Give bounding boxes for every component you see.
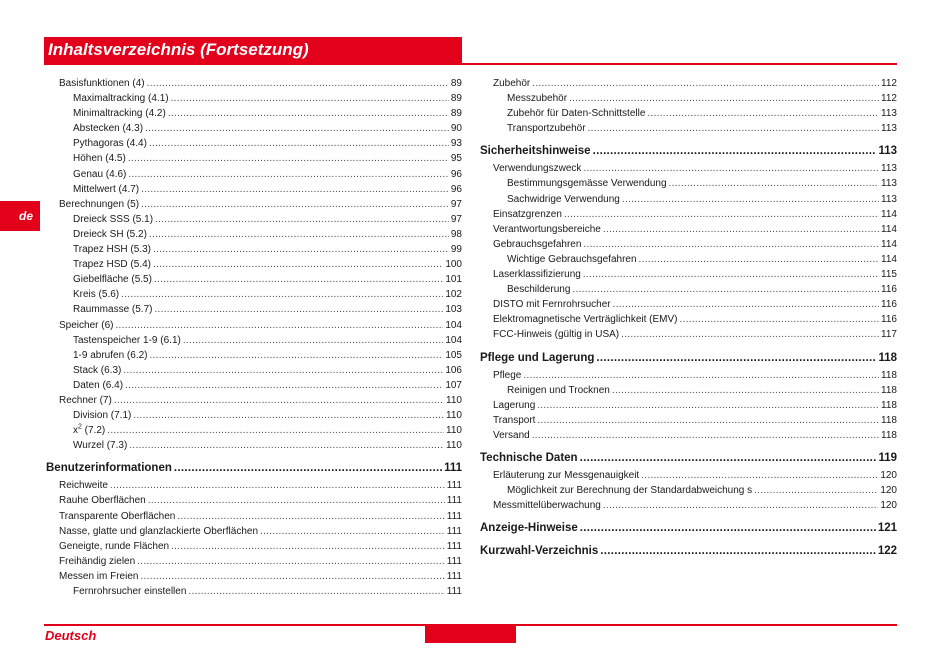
toc-entry-label: Nasse, glatte und glanzlackierte Oberflächen: [59, 525, 259, 537]
toc-page-number: 111: [444, 462, 462, 475]
toc-leader-dots: [137, 554, 445, 569]
toc-page-number: 99: [450, 244, 462, 256]
toc-leader-dots: [107, 423, 444, 438]
toc-page-number: 102: [445, 289, 462, 301]
toc-entry-label: Messzubehör: [507, 93, 568, 105]
toc-page-number: 104: [445, 334, 462, 346]
toc-leader-dots: [141, 182, 449, 197]
toc-entry-label-suffix: (7.2): [81, 425, 106, 437]
toc-page-number: 89: [450, 93, 462, 105]
toc-entry-label: DISTO mit Fernrohrsucher: [493, 299, 611, 311]
toc-entry-label: Maximaltracking (4.1): [73, 93, 169, 105]
toc-entry[interactable]: [480, 468, 897, 483]
toc-leader-dots: [188, 584, 444, 599]
toc-leader-dots: [110, 478, 445, 493]
toc-page-number: 114: [881, 208, 897, 220]
toc-leader-dots: [123, 363, 443, 378]
toc-leader-dots: [622, 192, 879, 207]
toc-leader-dots: [153, 257, 443, 272]
toc-entry[interactable]: [46, 478, 462, 493]
toc-leader-dots: [114, 393, 444, 408]
toc-page-number: 107: [445, 379, 462, 391]
toc-page-number: 95: [450, 153, 462, 165]
toc-leader-dots: [613, 297, 879, 312]
toc-entry-label: Giebelfläche (5.5): [73, 274, 152, 286]
toc-page-number: 101: [445, 274, 462, 286]
toc-page-number: 120: [880, 500, 897, 512]
toc-leader-dots: [641, 468, 878, 483]
toc-leader-dots: [600, 543, 876, 559]
toc-entry[interactable]: [46, 348, 462, 363]
toc-entry-label: Messen im Freien: [59, 570, 139, 582]
toc-entry[interactable]: [46, 554, 462, 569]
toc-entry[interactable]: [480, 161, 897, 176]
toc-leader-dots: [147, 76, 449, 91]
toc-leader-dots: [141, 197, 449, 212]
toc-entry-label: Höhen (4.5): [73, 153, 126, 165]
toc-entry-label: Bestimmungsgemässe Verwendung: [507, 178, 667, 190]
toc-leader-dots: [183, 333, 443, 348]
toc-entry[interactable]: [46, 584, 462, 599]
toc-page-number: 111: [446, 570, 462, 582]
toc-page-number: 120: [880, 485, 897, 497]
toc-entry[interactable]: [46, 91, 462, 106]
toc-entry[interactable]: [480, 327, 897, 342]
toc-leader-dots: [174, 460, 442, 476]
toc-entry-label: Pythagoras (4.4): [73, 138, 147, 150]
toc-leader-dots: [537, 413, 879, 428]
toc-leader-dots: [754, 483, 878, 498]
toc-entry-label: Fernrohrsucher einstellen: [73, 586, 187, 597]
toc-leader-dots: [129, 438, 444, 453]
toc-page-number: 118: [878, 351, 897, 364]
toc-entry-label: Lagerung: [493, 399, 536, 411]
toc-entry-label: Mittelwert (4.7): [73, 183, 140, 195]
toc-page-number: 114: [881, 238, 897, 250]
toc-page-number: 117: [881, 329, 897, 341]
toc-section[interactable]: [480, 143, 897, 159]
toc-leader-dots: [580, 450, 877, 466]
toc-entry-label: Versand: [493, 429, 530, 441]
toc-page-number: 111: [446, 510, 462, 522]
toc-page-number: 118: [881, 429, 897, 441]
toc-leader-dots: [168, 106, 449, 121]
toc-leader-dots: [171, 539, 445, 554]
toc-page-number: 89: [450, 78, 462, 89]
footer-page-block: [425, 626, 516, 643]
toc-entry-label: Messmittelüberwachung: [493, 500, 601, 512]
toc-page-number: 116: [881, 299, 897, 311]
toc-leader-dots: [154, 272, 443, 287]
toc-entry[interactable]: [46, 493, 462, 508]
toc-entry[interactable]: [46, 333, 462, 348]
toc-page-number: 119: [878, 451, 897, 464]
toc-leader-dots: [537, 398, 879, 413]
toc-entry[interactable]: [480, 483, 897, 498]
toc-page-number: 118: [881, 399, 897, 411]
toc-entry-label: Verwendungszweck: [493, 163, 582, 175]
toc-leader-dots: [260, 524, 445, 539]
toc-entry[interactable]: [480, 282, 897, 297]
toc-entry[interactable]: [46, 423, 462, 438]
toc-page-number: 112: [881, 93, 897, 105]
toc-leader-dots: [115, 318, 443, 333]
toc-leader-dots: [680, 312, 880, 327]
toc-entry-label: Stack (6.3): [73, 364, 122, 376]
toc-page-number: 112: [881, 78, 897, 89]
toc-page-number: 105: [445, 349, 462, 361]
toc-entry-label: Dreieck SH (5.2): [73, 228, 147, 240]
toc-entry-label: Division (7.1): [73, 410, 132, 422]
toc-leader-dots: [669, 176, 880, 191]
toc-page-number: 110: [446, 410, 462, 422]
toc-entry-label: Basisfunktionen (4): [59, 78, 145, 89]
toc-page-number: 97: [450, 213, 462, 225]
toc-entry-label: [73, 423, 105, 438]
toc-leader-dots: [171, 91, 449, 106]
toc-page-number: 113: [881, 178, 897, 190]
toc-leader-dots: [148, 493, 445, 508]
toc-entry[interactable]: [480, 267, 897, 282]
toc-entry-label: FCC-Hinweis (gültig in USA): [493, 329, 620, 341]
toc-entry-label: Benutzerinformationen: [46, 462, 172, 475]
toc-page-number: 96: [450, 168, 462, 180]
toc-leader-dots: [572, 282, 879, 297]
toc-leader-dots: [150, 348, 444, 363]
toc-entry[interactable]: [480, 106, 897, 121]
toc-entry[interactable]: [46, 76, 462, 91]
toc-page-number: 118: [881, 384, 897, 396]
toc-entry-label: Möglichkeit zur Berechnung der Standardabweichung s: [507, 485, 753, 497]
toc-entry-label: Pflege und Lagerung: [480, 351, 595, 364]
toc-leader-dots: [588, 121, 879, 136]
toc-leader-dots: [596, 350, 876, 366]
toc-leader-dots: [153, 242, 449, 257]
toc-entry-label: Verantwortungsbereiche: [493, 223, 601, 235]
toc-entry-label: Trapez HSD (5.4): [73, 259, 151, 271]
toc-entry[interactable]: [46, 302, 462, 317]
toc-entry-label: Zubehör für Daten-Schnittstelle: [507, 108, 646, 120]
toc-entry-label: Abstecken (4.3): [73, 123, 144, 135]
toc-entry[interactable]: [46, 287, 462, 302]
toc-section[interactable]: [46, 460, 462, 476]
toc-page-number: 111: [446, 555, 462, 567]
page-title: Inhaltsverzeichnis (Fortsetzung): [48, 40, 309, 59]
toc-entry-label: Rauhe Oberflächen: [59, 495, 146, 507]
toc-entry[interactable]: [46, 438, 462, 453]
toc-page-number: 111: [446, 540, 462, 552]
toc-entry[interactable]: [480, 237, 897, 252]
toc-leader-dots: [128, 151, 449, 166]
footer-label: Deutsch: [45, 628, 97, 643]
toc-page-number: 89: [450, 108, 462, 120]
toc-page-number: 113: [881, 123, 897, 135]
toc-leader-dots: [154, 302, 443, 317]
toc-entry[interactable]: [46, 136, 462, 151]
toc-entry-label: Pflege: [493, 369, 522, 381]
toc-entry-label: Gebrauchsgefahren: [493, 238, 582, 250]
toc-leader-dots: [583, 237, 879, 252]
toc-entry[interactable]: [480, 76, 897, 91]
toc-page-number: 111: [446, 480, 462, 492]
toc-right-column: [480, 76, 897, 561]
toc-section[interactable]: [480, 543, 897, 559]
toc-page-number: 115: [881, 269, 897, 281]
toc-entry-label: Transparente Oberflächen: [59, 510, 176, 522]
toc-entry[interactable]: [46, 393, 462, 408]
toc-leader-dots: [125, 378, 443, 393]
toc-entry[interactable]: [480, 222, 897, 237]
toc-page-number: 113: [881, 108, 897, 120]
toc-entry[interactable]: [480, 207, 897, 222]
toc-page-number: 90: [450, 123, 462, 135]
toc-entry-label: Geneigte, runde Flächen: [59, 540, 170, 552]
toc-entry-label: Berechnungen (5): [59, 198, 140, 210]
toc-section[interactable]: [480, 350, 897, 366]
toc-entry-label: Anzeige-Hinweise: [480, 522, 578, 535]
toc-page-number: 120: [880, 469, 897, 481]
toc-entry[interactable]: [480, 91, 897, 106]
toc-entry[interactable]: [480, 383, 897, 398]
toc-entry[interactable]: [46, 257, 462, 272]
toc-entry[interactable]: [46, 524, 462, 539]
toc-leader-dots: [569, 91, 879, 106]
toc-leader-dots: [523, 368, 879, 383]
toc-page-number: 110: [446, 425, 462, 437]
toc-entry[interactable]: [46, 197, 462, 212]
toc-entry-label: Transport: [493, 414, 536, 426]
toc-entry-label: 1-9 abrufen (6.2): [73, 349, 148, 361]
toc-entry[interactable]: [46, 227, 462, 242]
toc-entry[interactable]: [480, 121, 897, 136]
toc-entry-label: Kurzwahl-Verzeichnis: [480, 545, 599, 558]
toc-entry[interactable]: [46, 539, 462, 554]
toc-entry[interactable]: [46, 378, 462, 393]
toc-section[interactable]: [480, 450, 897, 466]
toc-leader-dots: [532, 428, 879, 443]
language-tab-label: de: [19, 209, 34, 223]
toc-entry[interactable]: [46, 363, 462, 378]
toc-entry-label: Rechner (7): [59, 394, 112, 406]
toc-entry[interactable]: [480, 312, 897, 327]
toc-left-column: [46, 76, 462, 599]
toc-entry-label: Transportzubehör: [507, 123, 586, 135]
toc-page-number: 106: [445, 364, 462, 376]
toc-entry-label-superscript: 2: [78, 423, 82, 431]
toc-entry[interactable]: [46, 212, 462, 227]
toc-entry-label: Tastenspeicher 1-9 (6.1): [73, 334, 181, 346]
toc-leader-dots: [128, 167, 449, 182]
toc-entry[interactable]: [46, 151, 462, 166]
toc-leader-dots: [149, 227, 449, 242]
toc-entry-label: Sachwidrige Verwendung: [507, 193, 620, 205]
toc-entry-label: Sicherheitshinweise: [480, 145, 591, 158]
toc-entry-label: Trapez HSH (5.3): [73, 244, 151, 256]
toc-entry[interactable]: [46, 569, 462, 584]
toc-leader-dots: [140, 569, 444, 584]
toc-page-number: 100: [445, 259, 462, 271]
toc-entry-label: Erläuterung zur Messgenauigkeit: [493, 469, 640, 481]
toc-entry-label: Wichtige Gebrauchsgefahren: [507, 253, 637, 265]
toc-leader-dots: [603, 498, 878, 513]
toc-page-number: 111: [446, 495, 462, 507]
toc-leader-dots: [532, 76, 879, 91]
toc-entry[interactable]: [46, 106, 462, 121]
toc-leader-dots: [177, 509, 444, 524]
toc-entry-label: Reichweite: [59, 480, 108, 492]
toc-page-number: 114: [881, 223, 897, 235]
toc-entry[interactable]: [480, 428, 897, 443]
toc-leader-dots: [621, 327, 879, 342]
toc-page-number: 110: [446, 440, 462, 452]
toc-leader-dots: [580, 520, 876, 536]
toc-page-number: 118: [881, 414, 897, 426]
toc-entry-label: Beschilderung: [507, 284, 571, 296]
toc-entry[interactable]: [46, 121, 462, 136]
toc-entry-label: Daten (6.4): [73, 379, 124, 391]
toc-page-number: 103: [445, 304, 462, 316]
toc-leader-dots: [149, 136, 449, 151]
toc-page-number: 97: [450, 198, 462, 210]
toc-leader-dots: [133, 408, 444, 423]
toc-leader-dots: [593, 143, 877, 159]
toc-entry-label: Speicher (6): [59, 319, 114, 331]
toc-entry-label: Zubehör: [493, 78, 531, 89]
toc-entry-label: Elektromagnetische Verträglichkeit (EMV): [493, 314, 678, 326]
toc-leader-dots: [583, 267, 879, 282]
toc-page-number: 113: [881, 193, 897, 205]
toc-page-number: 118: [881, 369, 897, 381]
toc-page-number: 113: [881, 163, 897, 175]
toc-entry[interactable]: [480, 398, 897, 413]
toc-page-number: 113: [878, 145, 897, 158]
toc-leader-dots: [583, 161, 879, 176]
toc-entry-label: Laserklassifizierung: [493, 269, 581, 281]
toc-page-number: 96: [450, 183, 462, 195]
toc-entry-label: Kreis (5.6): [73, 289, 120, 301]
toc-leader-dots: [647, 106, 879, 121]
toc-entry-label: Genau (4.6): [73, 168, 127, 180]
toc-page-number: 111: [446, 525, 462, 537]
toc-entry-label: Wurzel (7.3): [73, 440, 128, 452]
toc-page-number: 110: [446, 394, 462, 406]
toc-leader-dots: [612, 383, 879, 398]
toc-entry[interactable]: [480, 413, 897, 428]
toc-page-number: 122: [877, 545, 897, 558]
toc-entry-label: Einsatzgrenzen: [493, 208, 562, 220]
header-divider: [44, 63, 897, 65]
toc-entry[interactable]: [46, 408, 462, 423]
toc-entry-label: Raummasse (5.7): [73, 304, 153, 316]
toc-entry[interactable]: [480, 297, 897, 312]
toc-leader-dots: [603, 222, 879, 237]
toc-entry[interactable]: [46, 318, 462, 333]
toc-entry-label: Minimaltracking (4.2): [73, 108, 166, 120]
toc-entry[interactable]: [46, 167, 462, 182]
toc-page-number: 98: [450, 228, 462, 240]
toc-entry[interactable]: [46, 272, 462, 287]
toc-entry[interactable]: [46, 509, 462, 524]
toc-entry-label-base: x: [73, 425, 78, 437]
toc-page-number: 116: [881, 284, 897, 296]
language-tab: [0, 201, 40, 231]
toc-page-number: 93: [450, 138, 462, 150]
toc-page-number: 104: [445, 319, 462, 331]
toc-entry[interactable]: [480, 176, 897, 191]
toc-page-number: 116: [881, 314, 897, 326]
toc-leader-dots: [121, 287, 443, 302]
toc-entry[interactable]: [480, 252, 897, 267]
toc-page-number: 121: [877, 522, 897, 535]
toc-leader-dots: [145, 121, 449, 136]
toc-entry[interactable]: [46, 242, 462, 257]
toc-section[interactable]: [480, 520, 897, 536]
toc-leader-dots: [155, 212, 449, 227]
toc-entry[interactable]: [480, 498, 897, 513]
toc-entry[interactable]: [480, 368, 897, 383]
toc-page-number: 114: [881, 253, 897, 265]
toc-entry-label: Dreieck SSS (5.1): [73, 213, 154, 225]
toc-entry[interactable]: [46, 182, 462, 197]
toc-entry[interactable]: [480, 192, 897, 207]
toc-leader-dots: [639, 252, 880, 267]
toc-entry-label: Reinigen und Trocknen: [507, 384, 610, 396]
toc-entry-label: Technische Daten: [480, 451, 578, 464]
toc-entry-label: Freihändig zielen: [59, 555, 136, 567]
toc-page-number: 111: [446, 586, 462, 597]
toc-leader-dots: [564, 207, 879, 222]
